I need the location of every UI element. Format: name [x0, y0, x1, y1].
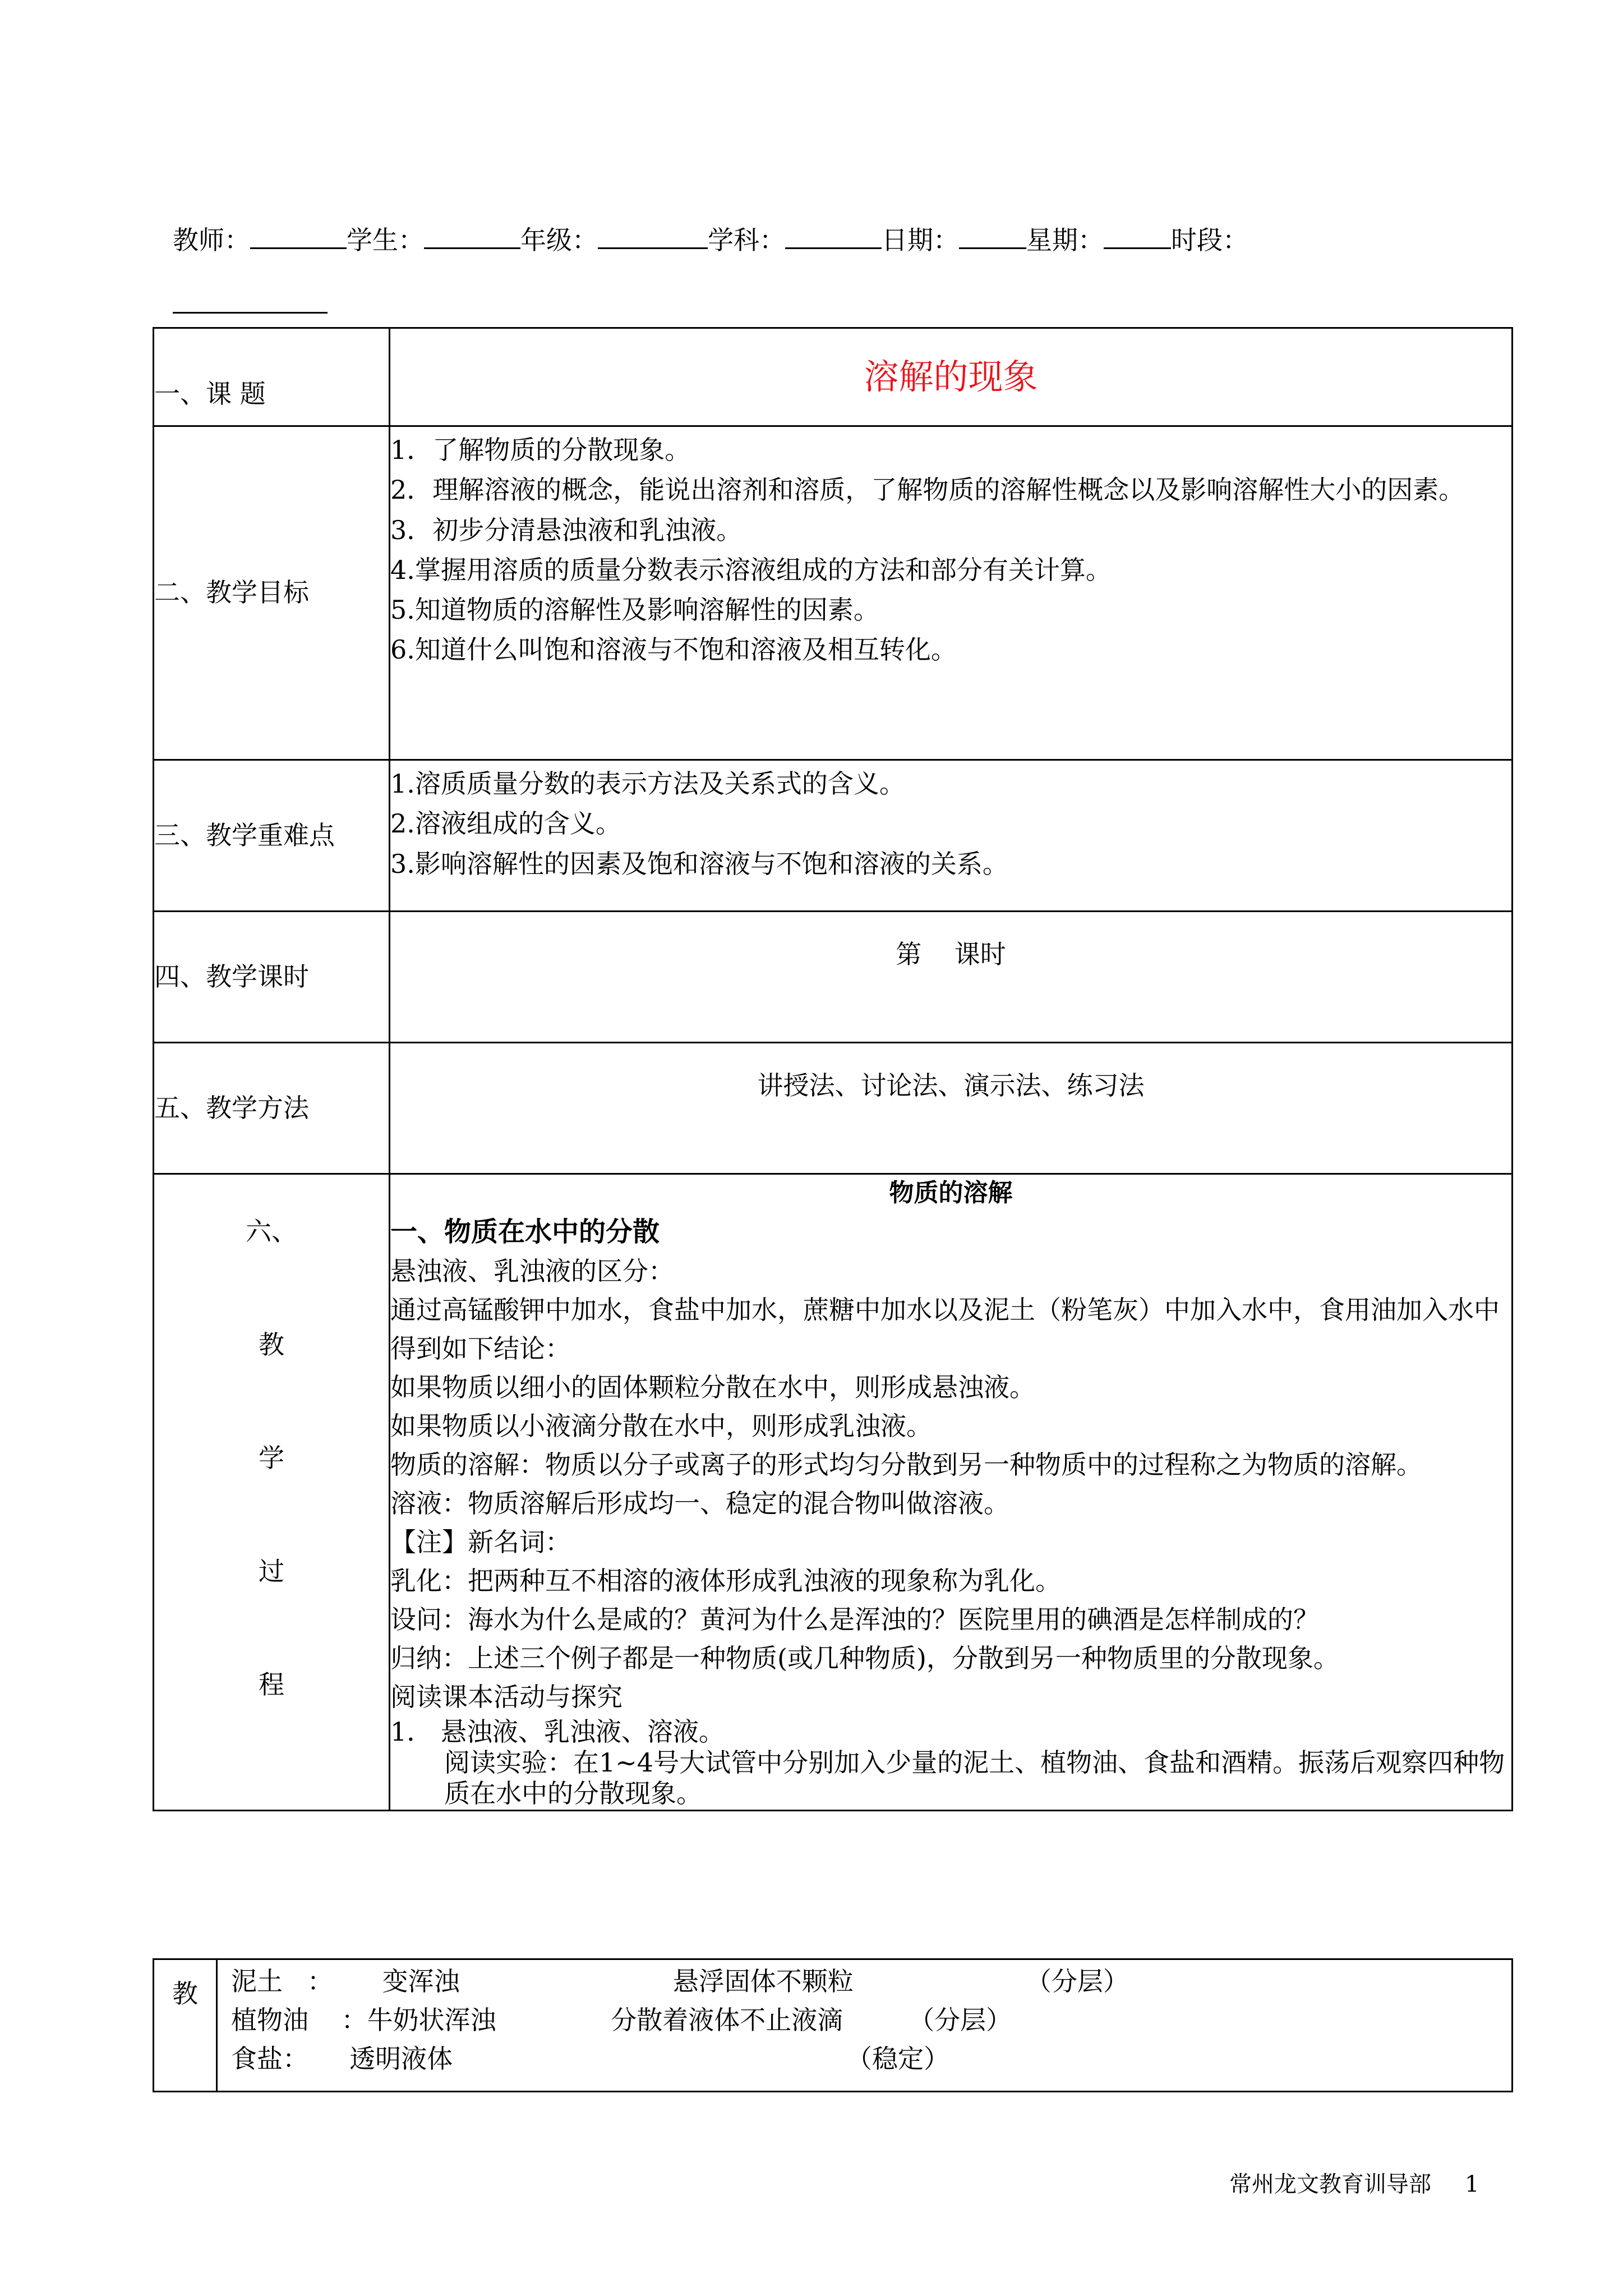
student-blank [424, 225, 520, 249]
lesson-title: 溶解的现象 [864, 356, 1038, 397]
objective-item: 4.掌握用溶质的质量分数表示溶液组成的方法和部分有关计算。 [390, 554, 1112, 585]
observation-line: 食盐： 透明液体 （稳定） [231, 2044, 949, 2074]
weekday-label: 星期： [1026, 225, 1104, 255]
process-label-char: 学 [259, 1443, 284, 1474]
keypoint-item: 2.溶液组成的含义。 [390, 808, 621, 839]
process-label-char: 六、 [246, 1216, 297, 1246]
process-paragraph: 设问：海水为什么是咸的？黄河为什么是浑浊的？医院里用的碘酒是怎样制成的？ [390, 1604, 1319, 1635]
objectives-row [154, 426, 1513, 760]
page-number: 1 [1465, 2171, 1479, 2197]
keypoint-item: 3.影响溶解性的因素及饱和溶液与不饱和溶液的关系。 [390, 848, 1008, 879]
teacher-label: 教师： [173, 225, 250, 255]
observation-table [153, 1958, 1513, 2092]
lesson-plan-table [153, 327, 1513, 1811]
grade-label: 年级： [520, 225, 598, 255]
process-paragraph: 如果物质以细小的固体颗粒分散在水中，则形成悬浊液。 [390, 1372, 1035, 1402]
footer-org: 常州龙文教育训导部 [1229, 2171, 1431, 2197]
process-paragraph: 如果物质以小液滴分散在水中，则形成乳浊液。 [390, 1411, 932, 1441]
keypoints-row [154, 760, 1513, 912]
process-label [154, 1212, 389, 1705]
subject-blank [785, 225, 882, 249]
process-paragraph: 溶液：物质溶解后形成均一、稳定的混合物叫做溶液。 [390, 1488, 1009, 1519]
student-label: 学生： [347, 225, 424, 255]
process-paragraph: 物质的溶解：物质以分子或离子的形式均匀分散到另一种物质中的过程称之为物质的溶解。 [390, 1450, 1422, 1480]
objective-item: 5.知道物质的溶解性及影响溶解性的因素。 [390, 595, 879, 625]
section-title: 物质的溶解 [889, 1179, 1013, 1207]
process-item-1-detail: 阅读实验：在1~4号大试管中分别加入少量的泥土、植物油、食盐和酒精。振荡后观察四种物质在水中的分散现象。 [444, 1747, 1505, 1809]
section-heading: 一、物质在水中的分散 [390, 1216, 660, 1248]
process-label-char: 教 [259, 1329, 284, 1360]
lesson-hours: 第 课时 [896, 939, 1006, 969]
objective-item: 2．理解溶液的概念，能说出溶剂和溶质，了解物质的溶解性概念以及影响溶解性大小的因素。 [390, 475, 1465, 505]
date-label: 日期： [882, 225, 959, 255]
subject-label: 学科： [708, 225, 785, 255]
period-blank [173, 312, 328, 314]
topic-label: 一、课 题 [154, 328, 390, 426]
methods-row [154, 1043, 1513, 1174]
process-paragraph: 乳化：把两种互不相溶的液体形成乳浊液的现象称为乳化。 [390, 1566, 1061, 1596]
grade-blank [598, 225, 708, 249]
process-paragraph: 阅读课本活动与探究 [390, 1682, 623, 1712]
weekday-blank [1104, 225, 1171, 249]
process-paragraph: 悬浊液、乳浊液的区分： [390, 1256, 674, 1286]
info-header [173, 220, 1248, 257]
objective-item: 3．初步分清悬浊液和乳浊液。 [390, 514, 743, 545]
observation-label: 教 [154, 1959, 217, 2092]
process-row [154, 1174, 1513, 1811]
objective-item: 6.知道什么叫饱和溶液与不饱和溶液及相互转化。 [390, 634, 957, 665]
date-blank [959, 225, 1026, 249]
process-paragraph: 归纳：上述三个例子都是一种物质(或几种物质)，分散到另一种物质里的分散现象。 [390, 1643, 1339, 1673]
observation-line: 植物油 ：牛奶状浑浊 分散着液体不止液滴 （分层） [231, 2005, 1012, 2035]
topic-row [154, 328, 1513, 426]
process-label-char: 程 [259, 1669, 284, 1700]
teaching-methods: 讲授法、讨论法、演示法、练习法 [757, 1070, 1145, 1101]
keypoints-label: 三、教学重难点 [154, 760, 390, 912]
methods-label: 五、教学方法 [154, 1043, 390, 1174]
period-label: 时段： [1171, 225, 1248, 255]
process-paragraph: 【注】新名词： [390, 1527, 571, 1557]
page-footer [1229, 2166, 1479, 2198]
teacher-blank [250, 225, 347, 249]
hours-label: 四、教学课时 [154, 912, 390, 1043]
process-paragraph: 通过高锰酸钾中加水，食盐中加水，蔗糖中加水以及泥土（粉笔灰）中加入水中，食用油加入水中得到如下结论： [390, 1295, 1500, 1364]
observation-line: 泥土 ： 变浑浊 悬浮固体不颗粒 （分层） [231, 1966, 1129, 1996]
hours-row [154, 912, 1513, 1043]
objectives-label: 二、教学目标 [154, 426, 390, 760]
keypoint-item: 1.溶质质量分数的表示方法及关系式的含义。 [390, 769, 905, 799]
process-item-1: 1． 悬浊液、乳浊液、溶液。 [390, 1717, 725, 1747]
objective-item: 1．了解物质的分散现象。 [390, 435, 691, 465]
process-label-char: 过 [259, 1556, 284, 1587]
